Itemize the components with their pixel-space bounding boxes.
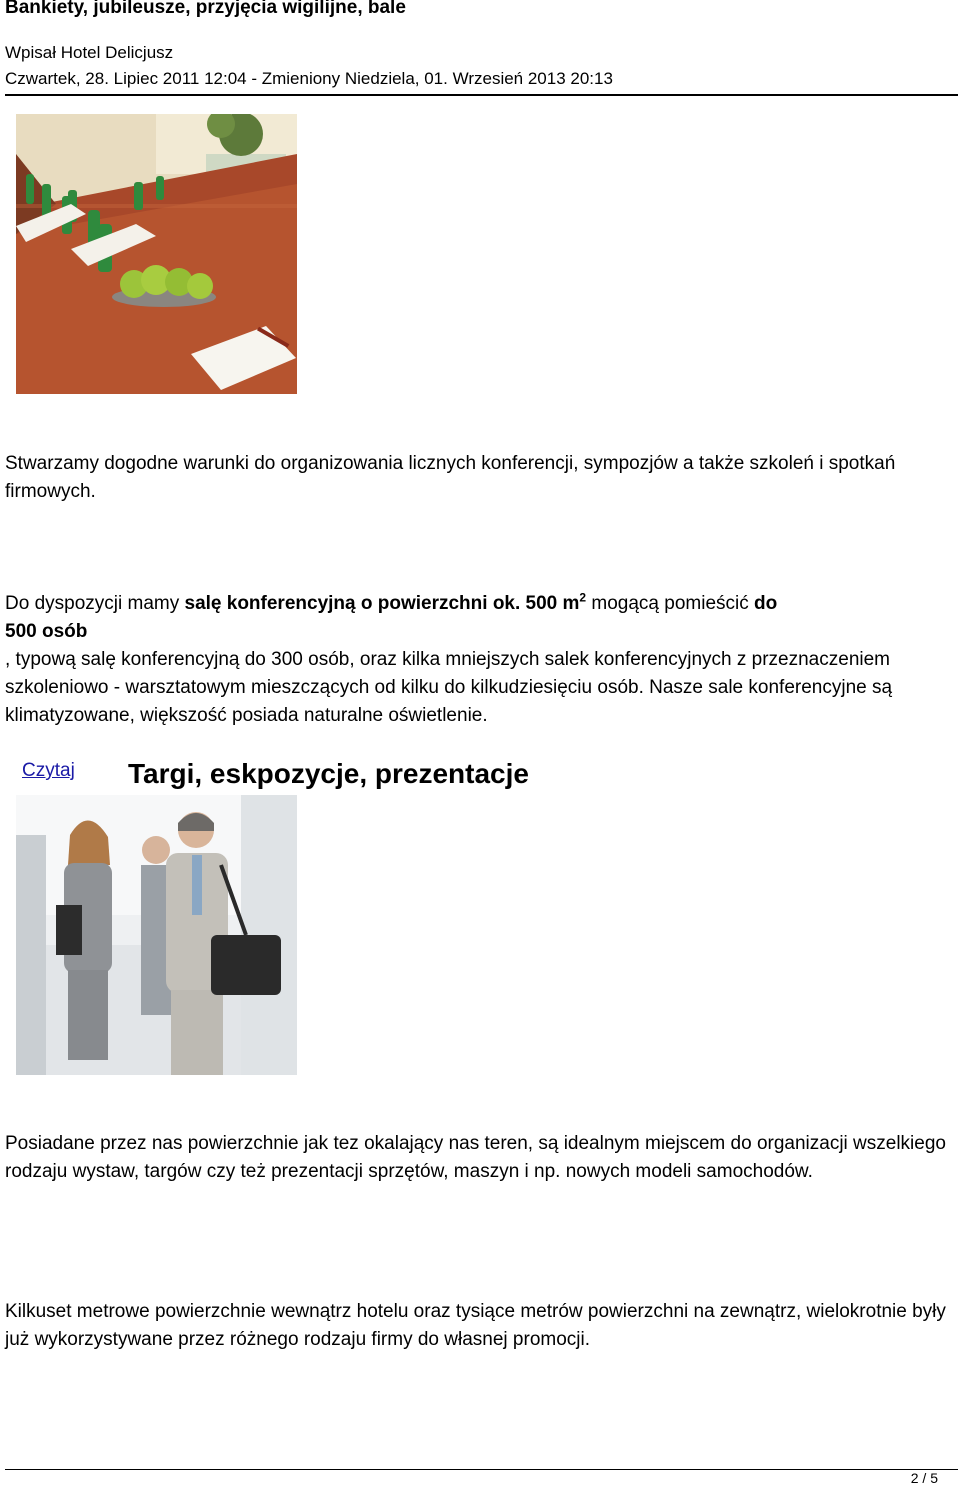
page-number: 2 / 5 [910,1470,938,1486]
conf-text-d: do [754,593,778,614]
exhibition-paragraph-1: Posiadane przez nas powierzchnie jak tez okalający nas teren, są idealnym miejscem do organizacji wszelkiego rodzaju wystaw, targów czy też prezentacji sprzętów, maszyn i np. nowych modeli samochodów. [5,1133,946,1182]
conf-text-a: Do dyspozycji mamy [5,593,185,614]
header-divider [5,94,958,96]
conference-room-photo [16,114,297,394]
conf-text-sup: 2 [579,590,587,605]
business-people-photo [16,795,297,1075]
footer-divider [5,1469,958,1470]
date-line: Czwartek, 28. Lipiec 2011 12:04 - Zmieniony Niedziela, 01. Wrzesień 2013 20:13 [5,69,613,88]
author-line: Wpisał Hotel Delicjusz [5,43,174,62]
section-heading: Targi, eskpozycje, prezentacje [128,758,529,789]
page-title: Bankiety, jubileusze, przyjęcia wigilijne, bale [5,0,406,18]
conference-paragraph [5,590,955,730]
read-more-link[interactable]: Czytaj [22,760,75,781]
conf-text-f: , typową salę konferencyjną do 300 osób, oraz kilka mniejszych salek konferencyjnych z przeznaczeniem szkoleniowo - warsztatowym mieszczących od kilku do kilkudziesięciu osób. Nasze sale konferencyjne są klimatyzowane, większość posiada naturalne oświetlenie. [5,649,893,726]
conf-text-e: 500 osób [5,621,88,642]
conf-text-b: salę konferencyjną o powierzchni ok. 500 m [184,593,580,614]
intro-paragraph: Stwarzamy dogodne warunki do organizowania licznych konferencji, sympozjów a także szkoleń i spotkań firmowych. [5,453,896,502]
conf-text-c: mogącą pomieścić [586,593,755,614]
exhibition-paragraph-2: Kilkuset metrowe powierzchnie wewnątrz hotelu oraz tysiące metrów powierzchni na zewnątrz, wielokrotnie były już wykorzystywane przez różnego rodzaju firmy do własnej promocji. [5,1301,946,1350]
